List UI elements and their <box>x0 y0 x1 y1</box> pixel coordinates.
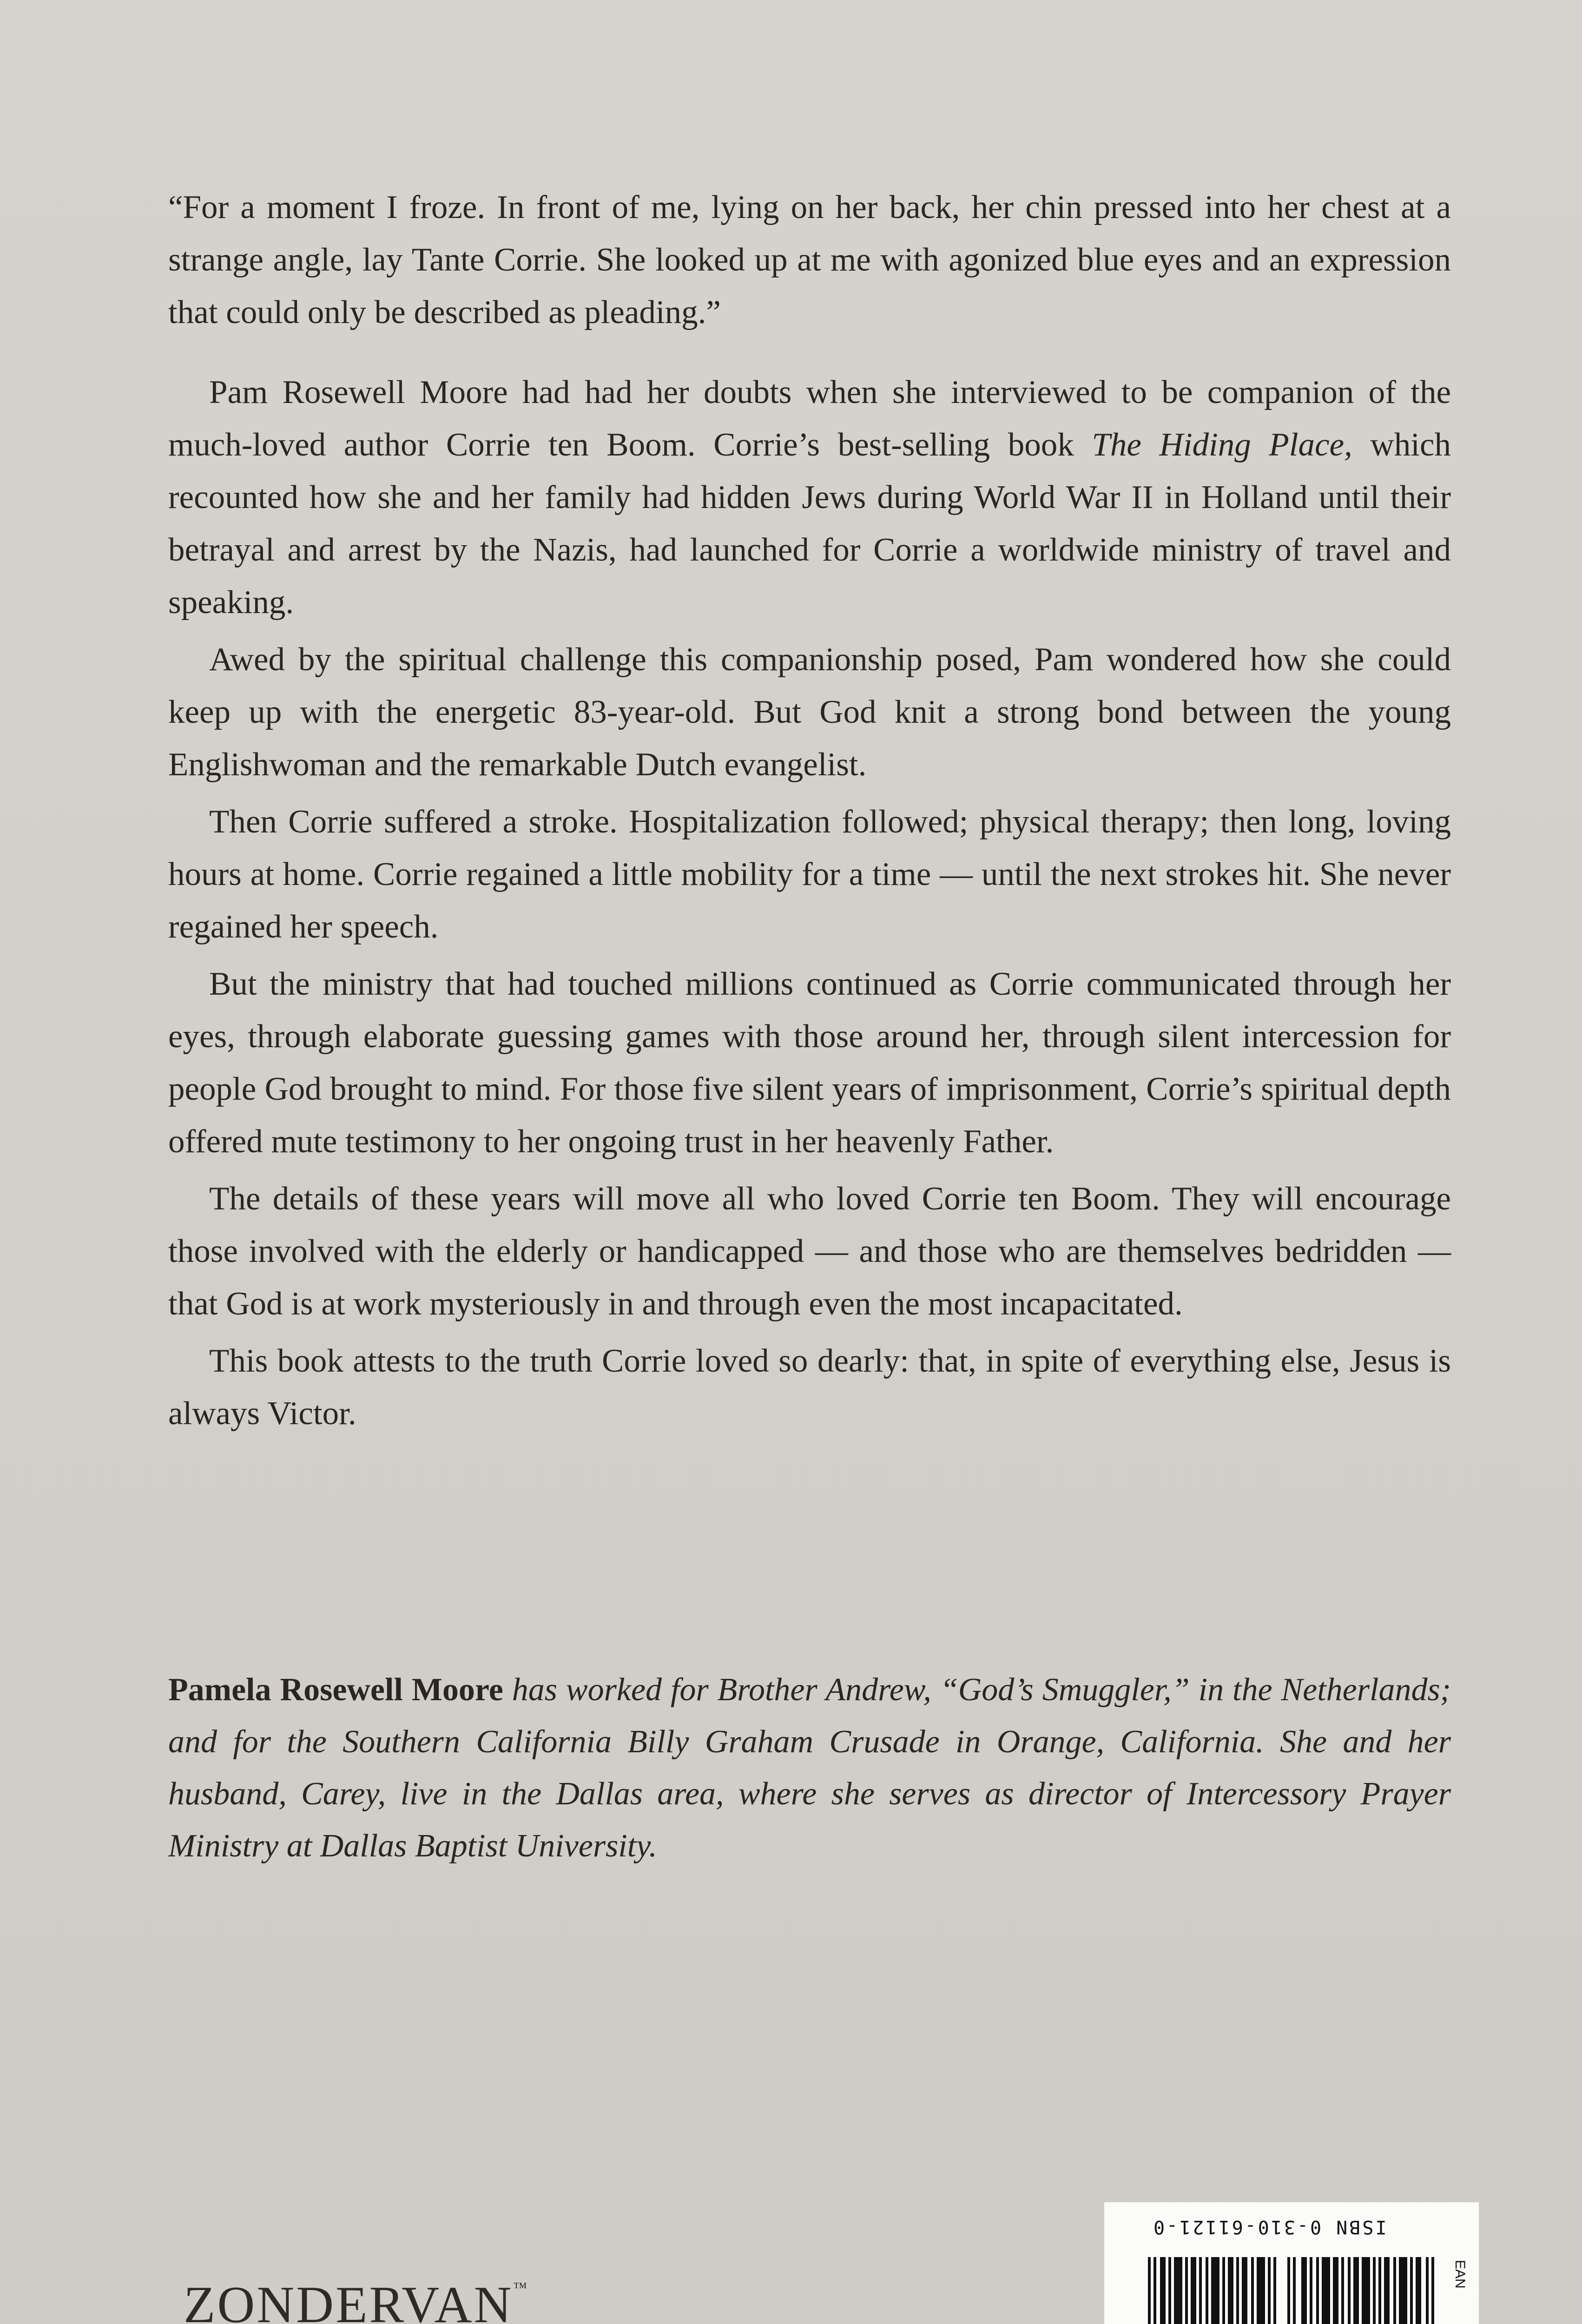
description-paragraph: The details of these years will move all who loved Corrie ten Boom. They will encourage those involved with the elderly or handicapped — and those who are themselves bedridden — that God is at work mysteriously in and through even the most incapacitated. <box>168 1181 1451 1322</box>
pull-quote: “For a moment I froze. In front of me, lying on her back, her chin pressed into her chest at a strange angle, lay Tante Corrie. She looked up at me with agonized blue eyes and an expression that could only be described as pleading.” <box>168 189 1451 330</box>
author-name: Pamela Rosewell Moore <box>168 1672 503 1708</box>
trademark-symbol: ™ <box>513 2280 529 2295</box>
ean-label: EAN <box>1452 2260 1468 2289</box>
publisher-logo <box>184 2275 529 2324</box>
description-paragraph: Awed by the spiritual challenge this companionship posed, Pam wondered how she could keep up with the energetic 83-year-old. But God knit a strong bond between the young Englishwoman and the remarkable Dutch evangelist. <box>168 641 1451 783</box>
author-bio-text: has worked for Brother Andrew, “God’s Smuggler,” in the Netherlands; and for the Southern California Billy Graham Crusade in Orange, California. She and her husband, Carey, live in the Dallas area, where she serves as director of Intercessory Prayer Ministry at Dallas Baptist University. <box>168 1672 1451 1864</box>
description-paragraph: This book attests to the truth Corrie loved so dearly: that, in spite of everything else, Jesus is always Victor. <box>168 1343 1451 1432</box>
publisher-name: ZONDERVAN <box>184 2276 514 2324</box>
book-description <box>168 366 1451 1440</box>
barcode-label <box>1104 2202 1479 2324</box>
description-paragraph: But the ministry that had touched millions continued as Corrie communicated through her eyes, through elaborate guessing games with those around her, through silent intercession for people God brought to mind. For those five silent years of imprisonment, Corrie’s spiritual depth offered mute testimony to her ongoing trust in her heavenly Father. <box>168 966 1451 1160</box>
description-paragraph: Pam Rosewell Moore had had her doubts when she interviewed to be companion of the much-loved author Corrie ten Boom. Corrie’s best-selling book The Hiding Place, which recounted how she and her family had hidden Jews during World War II in Holland until their betrayal and arrest by the Nazis, had launched for Corrie a worldwide ministry of travel and speaking. <box>168 374 1451 621</box>
barcode-icon <box>1148 2257 1445 2324</box>
author-bio <box>168 1664 1451 1872</box>
isbn-number: ISBN 0-310-61121-0 <box>1152 2216 1387 2238</box>
description-paragraph: Then Corrie suffered a stroke. Hospitalization followed; physical therapy; then long, loving hours at home. Corrie regained a little mobility for a time — until the next strokes hit. She never regained her speech. <box>168 804 1451 945</box>
book-title-hiding-place: The Hiding Place, <box>1092 427 1352 463</box>
